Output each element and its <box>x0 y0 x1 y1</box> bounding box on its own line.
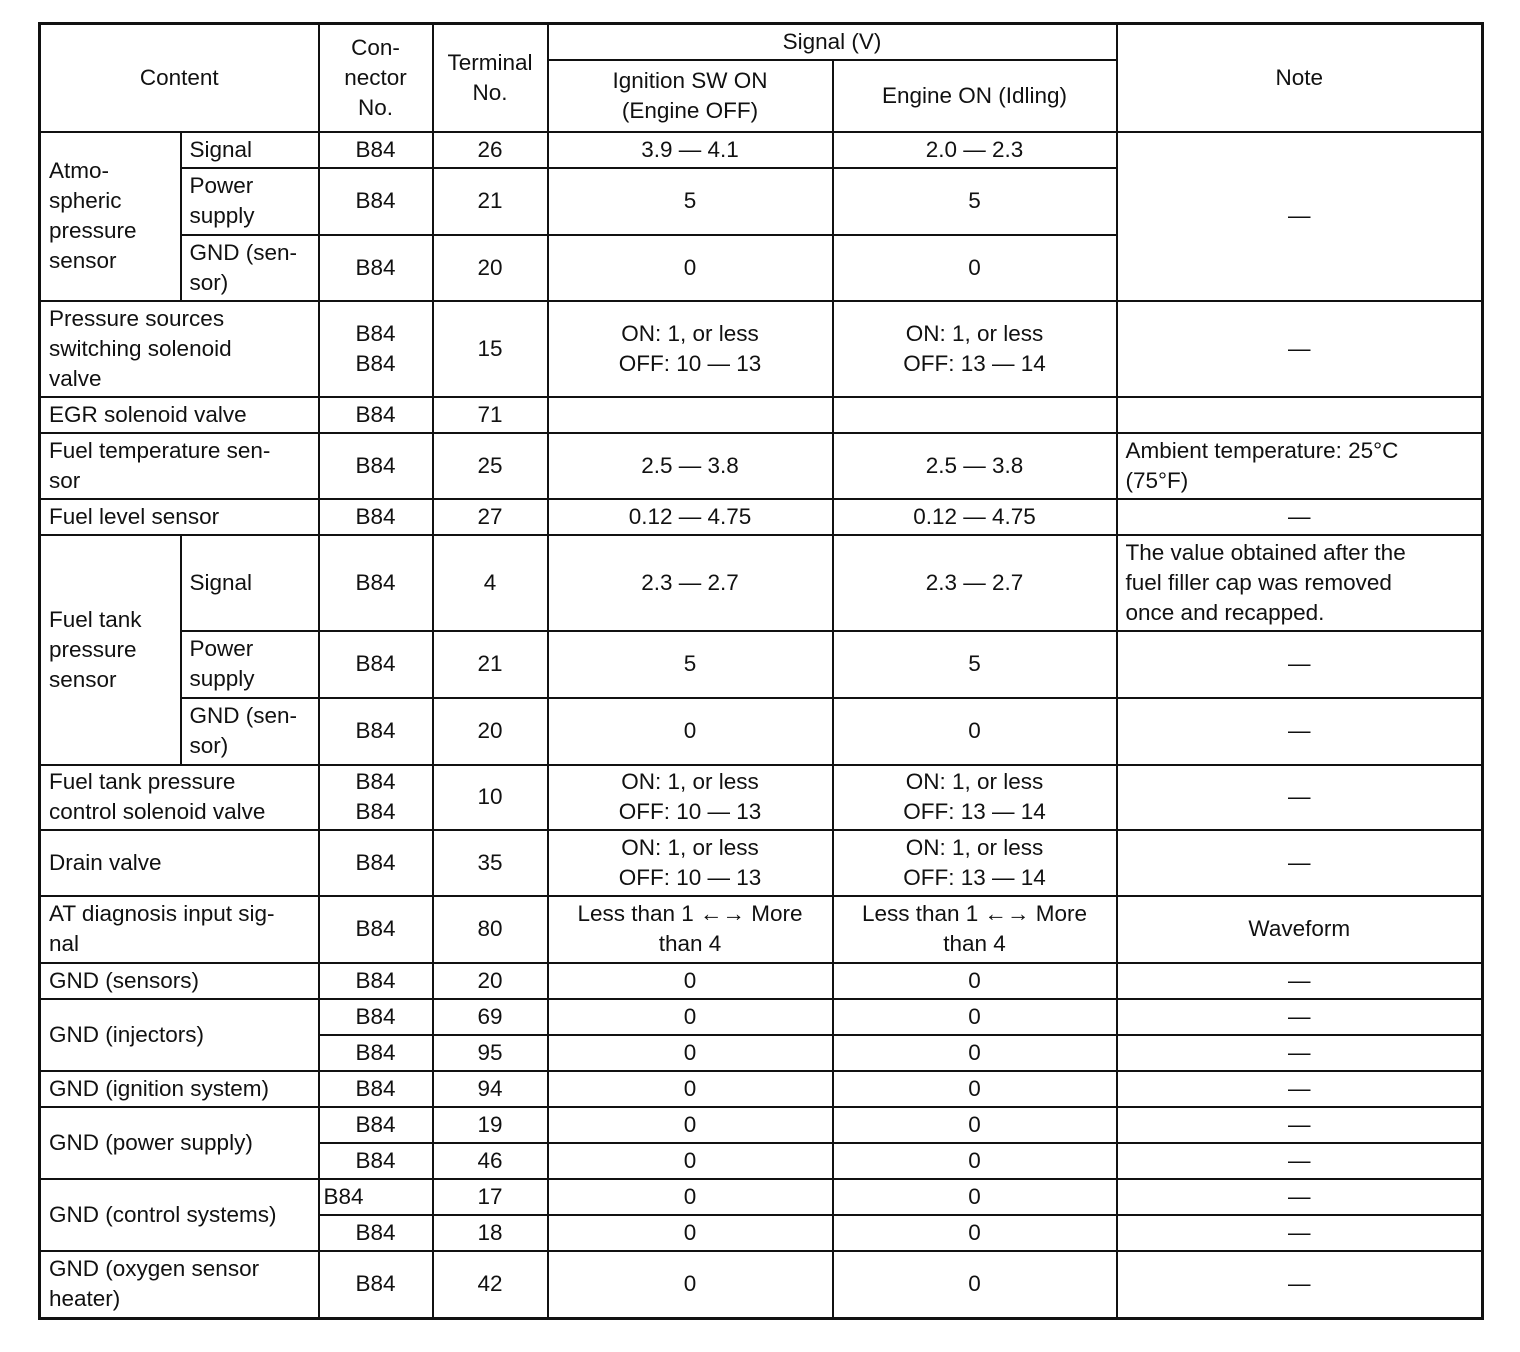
terminal-cell: 21 <box>433 168 548 235</box>
sub-item: Power supply <box>181 631 319 698</box>
content-cell: GND (sensors) <box>40 963 319 999</box>
connector-cell: B84 <box>319 830 433 896</box>
engine-value: 2.0 — 2.3 <box>833 132 1117 168</box>
ignition-value: ON: 1, or less OFF: 10 — 13 <box>548 830 833 896</box>
engine-value: 0 <box>833 1179 1117 1215</box>
note-cell: — <box>1117 1035 1483 1071</box>
note-cell: — <box>1117 1143 1483 1179</box>
terminal-cell: 15 <box>433 301 548 397</box>
engine-value: 5 <box>833 631 1117 698</box>
table-row <box>40 963 1483 999</box>
header-row <box>40 24 1483 60</box>
connector-cell: B84 <box>319 397 433 433</box>
note-cell: Ambient temperature: 25°C (75°F) <box>1117 433 1483 499</box>
engine-value: 2.5 — 3.8 <box>833 433 1117 499</box>
table-row <box>40 698 1483 765</box>
connector-cell: B84 <box>319 999 433 1035</box>
ignition-value: 0 <box>548 235 833 301</box>
header-note: Note <box>1117 24 1483 132</box>
note-cell: — <box>1117 301 1483 397</box>
note-cell: — <box>1117 1179 1483 1215</box>
engine-value: 0 <box>833 1251 1117 1319</box>
content-cell: GND (power supply) <box>40 1107 319 1179</box>
sub-item: Power supply <box>181 168 319 235</box>
ignition-value: 5 <box>548 168 833 235</box>
table-row <box>40 631 1483 698</box>
terminal-cell: 10 <box>433 765 548 830</box>
table-row <box>40 433 1483 499</box>
note-cell <box>1117 397 1483 433</box>
connector-cell: B84 <box>319 1071 433 1107</box>
table-row <box>40 301 1483 397</box>
engine-value: 0 <box>833 1143 1117 1179</box>
header-engine-on: Engine ON (Idling) <box>833 60 1117 132</box>
table-row <box>40 830 1483 896</box>
connector-cell: B84 <box>319 499 433 535</box>
header-content: Content <box>40 24 319 132</box>
note-cell: — <box>1117 1071 1483 1107</box>
note-cell: — <box>1117 1107 1483 1143</box>
note-cell: — <box>1117 830 1483 896</box>
connector-cell: B84 <box>319 1107 433 1143</box>
ignition-value: 2.3 — 2.7 <box>548 535 833 631</box>
terminal-cell: 71 <box>433 397 548 433</box>
table-row <box>40 1107 1483 1143</box>
terminal-cell: 20 <box>433 235 548 301</box>
table-row <box>40 765 1483 830</box>
header-ignition-on: Ignition SW ON (Engine OFF) <box>548 60 833 132</box>
engine-value: 0 <box>833 1215 1117 1251</box>
terminal-cell: 46 <box>433 1143 548 1179</box>
connector-cell: B84 <box>319 698 433 765</box>
terminal-cell: 26 <box>433 132 548 168</box>
ignition-value: 0 <box>548 1251 833 1319</box>
table-row <box>40 132 1483 168</box>
ignition-value: 0 <box>548 1179 833 1215</box>
connector-cell: B84 B84 <box>319 765 433 830</box>
table-row <box>40 1071 1483 1107</box>
note-cell: — <box>1117 698 1483 765</box>
header-terminal: Terminal No. <box>433 24 548 132</box>
connector-cell: B84 <box>319 1251 433 1319</box>
content-cell: Fuel tank pressure control solenoid valve <box>40 765 319 830</box>
terminal-cell: 4 <box>433 535 548 631</box>
engine-value: 0 <box>833 698 1117 765</box>
connector-cell: B84 <box>319 631 433 698</box>
content-cell: AT diagnosis input sig- nal <box>40 896 319 963</box>
engine-value: ON: 1, or less OFF: 13 — 14 <box>833 830 1117 896</box>
note-cell: — <box>1117 631 1483 698</box>
sub-item: GND (sen- sor) <box>181 698 319 765</box>
ignition-value: ON: 1, or less OFF: 10 — 13 <box>548 301 833 397</box>
table-row <box>40 535 1483 631</box>
ignition-value: Less than 1 ←→ More than 4 <box>548 896 833 963</box>
table-row <box>40 896 1483 963</box>
engine-value: 0 <box>833 963 1117 999</box>
note-cell: — <box>1117 499 1483 535</box>
ignition-value: 0 <box>548 999 833 1035</box>
terminal-cell: 18 <box>433 1215 548 1251</box>
note-cell: — <box>1117 765 1483 830</box>
sub-item: Signal <box>181 132 319 168</box>
terminal-cell: 25 <box>433 433 548 499</box>
ignition-value: 3.9 — 4.1 <box>548 132 833 168</box>
content-cell: Drain valve <box>40 830 319 896</box>
engine-value: Less than 1 ←→ More than 4 <box>833 896 1117 963</box>
connector-cell: B84 <box>319 896 433 963</box>
table-row <box>40 1179 1483 1215</box>
note-cell: — <box>1117 132 1483 301</box>
table-row <box>40 1251 1483 1319</box>
terminal-cell: 42 <box>433 1251 548 1319</box>
ignition-value: 5 <box>548 631 833 698</box>
engine-value: ON: 1, or less OFF: 13 — 14 <box>833 301 1117 397</box>
ignition-value: ON: 1, or less OFF: 10 — 13 <box>548 765 833 830</box>
engine-value: 0 <box>833 1035 1117 1071</box>
engine-value: 0 <box>833 999 1117 1035</box>
ignition-value: 0 <box>548 1035 833 1071</box>
terminal-cell: 95 <box>433 1035 548 1071</box>
terminal-cell: 80 <box>433 896 548 963</box>
ignition-value: 0 <box>548 1071 833 1107</box>
connector-cell: B84 <box>319 535 433 631</box>
note-cell: The value obtained after the fuel filler cap was removed once and recapped. <box>1117 535 1483 631</box>
note-cell: — <box>1117 963 1483 999</box>
content-cell: Fuel temperature sen- sor <box>40 433 319 499</box>
terminal-cell: 94 <box>433 1071 548 1107</box>
terminal-cell: 69 <box>433 999 548 1035</box>
connector-cell: B84 <box>319 433 433 499</box>
content-cell: GND (oxygen sensor heater) <box>40 1251 319 1319</box>
content-cell: GND (injectors) <box>40 999 319 1071</box>
sub-item: GND (sen- sor) <box>181 235 319 301</box>
engine-value: 0 <box>833 1071 1117 1107</box>
note-cell: — <box>1117 999 1483 1035</box>
connector-cell: B84 <box>319 963 433 999</box>
connector-cell: B84 <box>319 168 433 235</box>
header-connector: Con- nector No. <box>319 24 433 132</box>
engine-value: 2.3 — 2.7 <box>833 535 1117 631</box>
atmo-group-label: Atmo- spheric pressure sensor <box>40 132 181 301</box>
engine-value: 0 <box>833 1107 1117 1143</box>
ignition-value: 0 <box>548 1215 833 1251</box>
ignition-value: 0 <box>548 698 833 765</box>
connector-cell: B84 <box>319 235 433 301</box>
engine-value: 0.12 — 4.75 <box>833 499 1117 535</box>
table-row <box>40 499 1483 535</box>
signal-spec-table <box>38 22 1484 1320</box>
ignition-value: 2.5 — 3.8 <box>548 433 833 499</box>
engine-value: ON: 1, or less OFF: 13 — 14 <box>833 765 1117 830</box>
ignition-value <box>548 397 833 433</box>
connector-cell: B84 B84 <box>319 301 433 397</box>
table-row <box>40 397 1483 433</box>
connector-cell: B84 <box>319 1179 433 1215</box>
engine-value: 5 <box>833 168 1117 235</box>
engine-value <box>833 397 1117 433</box>
note-cell: Waveform <box>1117 896 1483 963</box>
ignition-value: 0 <box>548 1107 833 1143</box>
content-cell: GND (control systems) <box>40 1179 319 1251</box>
content-cell: EGR solenoid valve <box>40 397 319 433</box>
ignition-value: 0.12 — 4.75 <box>548 499 833 535</box>
note-cell: — <box>1117 1251 1483 1319</box>
sub-item: Signal <box>181 535 319 631</box>
header-signal: Signal (V) <box>548 24 1117 60</box>
content-cell: GND (ignition system) <box>40 1071 319 1107</box>
terminal-cell: 20 <box>433 963 548 999</box>
connector-cell: B84 <box>319 132 433 168</box>
terminal-cell: 35 <box>433 830 548 896</box>
engine-value: 0 <box>833 235 1117 301</box>
content-cell: Pressure sources switching solenoid valve <box>40 301 319 397</box>
terminal-cell: 27 <box>433 499 548 535</box>
table-row <box>40 999 1483 1035</box>
connector-cell: B84 <box>319 1035 433 1071</box>
ftps-group-label: Fuel tank pressure sensor <box>40 535 181 765</box>
content-cell: Fuel level sensor <box>40 499 319 535</box>
connector-cell: B84 <box>319 1143 433 1179</box>
connector-cell: B84 <box>319 1215 433 1251</box>
ignition-value: 0 <box>548 963 833 999</box>
note-cell: — <box>1117 1215 1483 1251</box>
terminal-cell: 21 <box>433 631 548 698</box>
terminal-cell: 17 <box>433 1179 548 1215</box>
ignition-value: 0 <box>548 1143 833 1179</box>
terminal-cell: 20 <box>433 698 548 765</box>
terminal-cell: 19 <box>433 1107 548 1143</box>
